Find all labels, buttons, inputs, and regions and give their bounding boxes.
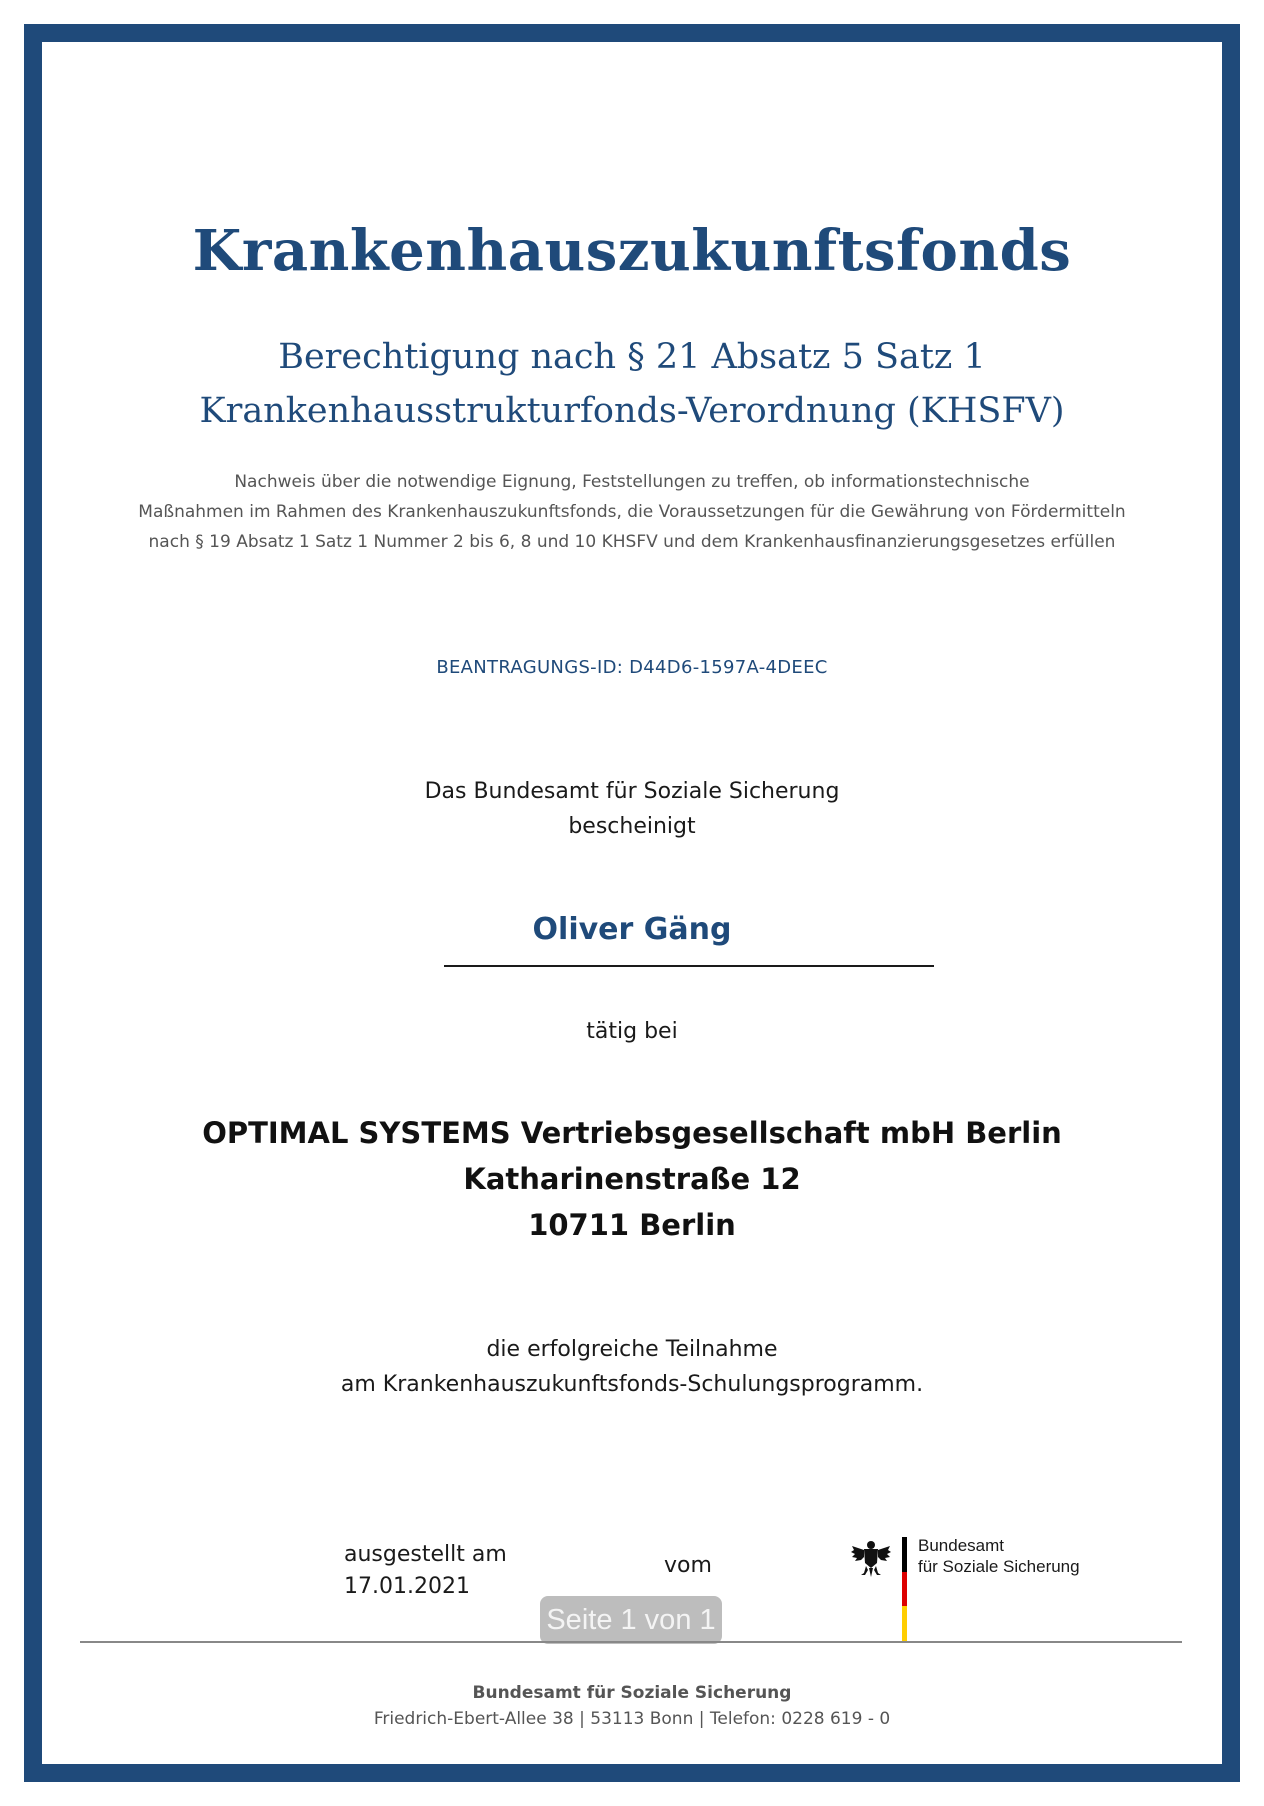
flag-stripe-black	[902, 1537, 907, 1572]
footer-address: Friedrich-Ebert-Allee 38 | 53113 Bonn | Telefon: 0228 619 - 0	[373, 1709, 891, 1729]
company-address	[42, 1110, 1222, 1248]
footer-name: Bundesamt für Soziale Sicherung	[472, 1683, 792, 1703]
certificate-subtitle	[42, 330, 1222, 438]
certificate-description	[42, 467, 1222, 557]
federal-eagle-icon	[850, 1537, 892, 1579]
person-name: Oliver Gäng	[532, 912, 732, 947]
certificate-frame	[24, 24, 1240, 1782]
flag-stripe-gold	[902, 1606, 907, 1641]
bas-logo	[850, 1537, 1080, 1642]
logo-text	[918, 1535, 1080, 1577]
page-indicator: Seite 1 von 1	[540, 1596, 722, 1644]
participation-statement	[42, 1332, 1222, 1402]
certificate-title: Krankenhauszukunftsfonds	[192, 218, 1072, 284]
logo-text-line: Bundesamt	[918, 1536, 1004, 1555]
description-line: Nachweis über die notwendige Eignung, Feststellungen zu treffen, ob informationstechnische	[234, 472, 1030, 492]
flag-stripe-red	[902, 1572, 907, 1607]
company-street: Katharinenstraße 12	[463, 1162, 801, 1196]
issued-block	[344, 1539, 507, 1603]
issuer-statement	[42, 774, 1222, 844]
participation-line: die erfolgreiche Teilnahme	[486, 1337, 778, 1362]
subtitle-line: Krankenhausstrukturfonds-Verordnung (KHSFV)	[199, 391, 1065, 431]
footer-divider	[80, 1641, 1182, 1643]
from-label: vom	[664, 1553, 712, 1578]
issuer-line: bescheinigt	[568, 814, 696, 839]
subtitle-line: Berechtigung nach § 21 Absatz 5 Satz 1	[278, 337, 986, 377]
issued-date: 17.01.2021	[344, 1574, 470, 1599]
working-at-label: tätig bei	[586, 1019, 678, 1044]
name-underline	[444, 965, 934, 967]
application-id: BEANTRAGUNGS-ID: D44D6-1597A-4DEEC	[436, 657, 828, 678]
flag-bar	[902, 1537, 907, 1641]
issuer-line: Das Bundesamt für Soziale Sicherung	[424, 779, 840, 804]
issued-label: ausgestellt am	[344, 1542, 507, 1567]
description-line: Maßnahmen im Rahmen des Krankenhauszukunftsfonds, die Voraussetzungen für die Gewährung von Fördermitteln	[138, 502, 1126, 522]
description-line: nach § 19 Absatz 1 Satz 1 Nummer 2 bis 6, 8 und 10 KHSFV und dem Krankenhausfinanzierungsgesetzes erfüllen	[148, 532, 1116, 552]
participation-line: am Krankenhauszukunftsfonds-Schulungsprogramm.	[340, 1372, 924, 1397]
company-city: 10711 Berlin	[528, 1208, 736, 1242]
logo-text-line: für Soziale Sicherung	[918, 1557, 1080, 1576]
company-name: OPTIMAL SYSTEMS Vertriebsgesellschaft mbH Berlin	[202, 1116, 1062, 1150]
